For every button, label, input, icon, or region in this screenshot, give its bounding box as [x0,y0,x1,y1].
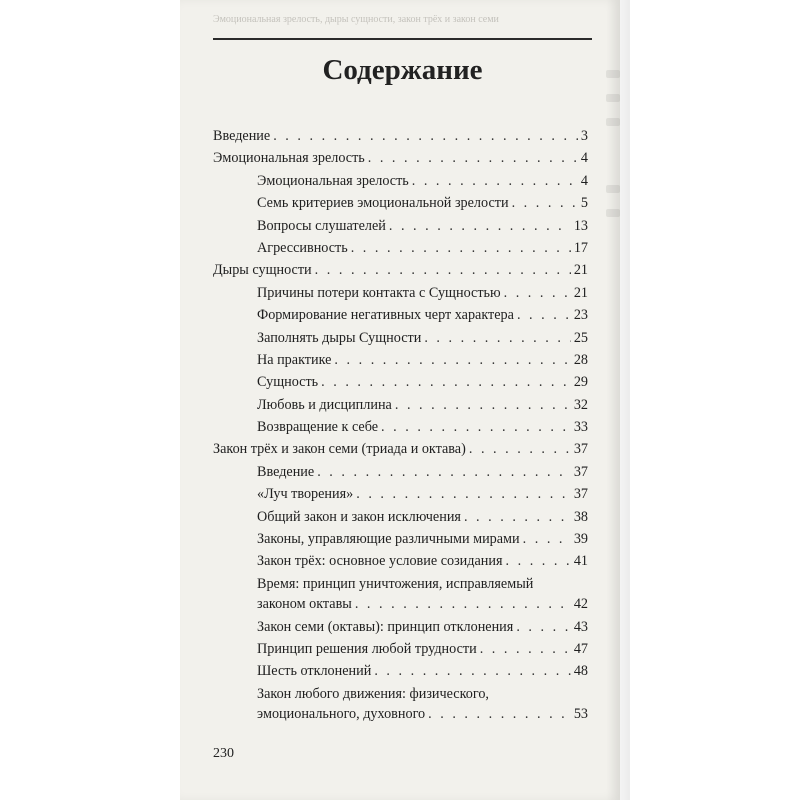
toc-subentry[interactable] [213,596,588,618]
bleed-through-mark [606,185,620,193]
page-title: Содержание [322,54,483,86]
toc-entry-page: 42 [573,596,588,613]
toc-entry-page: 38 [573,508,588,525]
toc-subentry[interactable] [213,397,588,419]
toc-entry[interactable] [213,128,588,150]
toc-entry-page: 37 [573,463,588,480]
toc-entry-page: 48 [573,663,588,680]
leader-dots [516,619,571,636]
toc-entry-title: Общий закон и закон исключения [257,508,461,525]
leader-dots [381,419,571,436]
toc-entry-page: 37 [573,441,588,458]
toc-entry-page: 33 [573,419,588,436]
toc-entry-page: 4 [580,150,588,167]
leader-dots [334,352,570,369]
bleed-through-mark [606,209,620,217]
toc-subentry[interactable] [213,619,588,641]
toc-subentry[interactable] [213,218,588,240]
toc-entry-title: Возвращение к себе [257,419,379,436]
toc-entry-title: Закон трёх: основное условие созидания [257,553,503,570]
toc-entry[interactable] [213,262,588,284]
toc-subentry[interactable] [213,173,588,195]
toc-entry-title: Сущность [257,374,319,391]
leader-dots [469,441,571,458]
page-number: 230 [213,746,234,761]
toc-entry-title: Введение [213,128,271,144]
leader-dots [517,307,571,324]
toc-entry-page: 13 [573,217,588,234]
toc-entry-title: Дыры сущности [213,262,312,279]
toc-entry-page: 37 [573,486,588,503]
toc-entry-title: Закон трёх и закон семи (триада и октава) [213,441,466,458]
toc-subentry[interactable] [213,509,588,531]
toc-entry-page: 21 [573,262,588,279]
toc-entry-page: 4 [580,172,588,189]
toc-subentry-first-line[interactable] [213,576,588,596]
toc-entry[interactable] [213,441,588,463]
toc-entry-title: Причины потери контакта с Сущностью [257,284,501,301]
toc-subentry[interactable] [213,330,588,352]
toc-entry[interactable] [213,150,588,172]
toc-entry-page: 5 [580,195,588,212]
toc-entry-page: 43 [573,618,588,635]
toc-entry-page: 41 [573,553,588,570]
bleed-through-mark [606,70,620,78]
toc-subentry[interactable] [213,464,588,486]
leader-dots [356,486,571,503]
leader-dots [317,464,571,481]
toc-entry-title: Закон любого движения: физического, [257,685,489,702]
header-rule [213,38,592,40]
toc-subentry[interactable] [213,374,588,396]
toc-entry-title-continuation: законом октавы [257,596,352,613]
leader-dots [428,706,571,723]
toc-entry-page: 17 [573,239,588,256]
leader-dots [412,173,578,190]
toc-entry-title: На практике [257,351,332,368]
toc-entry-page: 3 [580,128,588,144]
toc-entry-title: Введение [257,463,315,480]
leader-dots [315,262,571,279]
toc-entry-page: 53 [573,706,588,723]
leader-dots [480,641,571,658]
toc-entry-page: 32 [573,396,588,413]
toc-entry-title: Любовь и дисциплина [257,396,392,413]
leader-dots [506,553,571,570]
toc-subentry[interactable] [213,285,588,307]
leader-dots [504,285,571,302]
toc-entry-title-continuation: эмоционального, духовного [257,706,426,723]
toc-entry-title: Законы, управляющие различными мирами [257,531,520,548]
toc-subentry[interactable] [213,195,588,217]
toc-entry-title: Эмоциональная зрелость [213,150,365,167]
leader-dots [395,397,571,414]
toc-entry-page: 29 [573,374,588,391]
toc-subentry[interactable] [213,352,588,374]
leader-dots [351,240,571,257]
toc-entry-title: Агрессивность [257,239,348,256]
toc-entry-page: 47 [573,640,588,657]
toc-entry-title: Вопросы слушателей [257,217,386,234]
leader-dots [464,509,571,526]
toc-subentry[interactable] [213,641,588,663]
toc-entry-page: 28 [573,351,588,368]
toc-entry-title: «Луч творения» [257,486,354,503]
leader-dots [321,374,571,391]
toc-subentry[interactable] [213,307,588,329]
toc-subentry[interactable] [213,706,588,728]
toc-entry-title: Принцип решения любой трудности [257,640,477,657]
toc-subentry[interactable] [213,486,588,508]
running-head: Эмоциональная зрелость, дыры сущности, закон трёх и закон семи [213,14,499,25]
leader-dots [368,150,578,167]
toc-entry-page: 23 [573,307,588,324]
toc-subentry-first-line[interactable] [213,686,588,706]
toc-entry-page: 21 [573,284,588,301]
leader-dots [424,330,570,347]
leader-dots [273,128,578,145]
toc-subentry[interactable] [213,240,588,262]
leader-dots [512,195,578,212]
leader-dots [374,663,570,680]
toc-subentry[interactable] [213,531,588,553]
toc-entry-page: 39 [573,531,588,548]
toc-entry-page: 25 [573,329,588,346]
table-of-contents [213,128,588,729]
leader-dots [389,218,571,235]
leader-dots [523,531,571,548]
toc-entry-title: Формирование негативных черт характера [257,307,514,324]
bleed-through-mark [606,94,620,102]
toc-entry-title: Время: принцип уничтожения, исправляемый [257,575,534,592]
bleed-through-mark [606,118,620,126]
toc-entry-title: Эмоциональная зрелость [257,172,409,189]
toc-entry-title: Шесть отклонений [257,663,372,680]
toc-subentry[interactable] [213,419,588,441]
toc-entry-title: Закон семи (октавы): принцип отклонения [257,618,514,635]
toc-entry-title: Заполнять дыры Сущности [257,329,422,346]
toc-subentry[interactable] [213,553,588,575]
toc-subentry[interactable] [213,663,588,685]
leader-dots [355,596,571,613]
toc-entry-title: Семь критериев эмоциональной зрелости [257,195,509,212]
